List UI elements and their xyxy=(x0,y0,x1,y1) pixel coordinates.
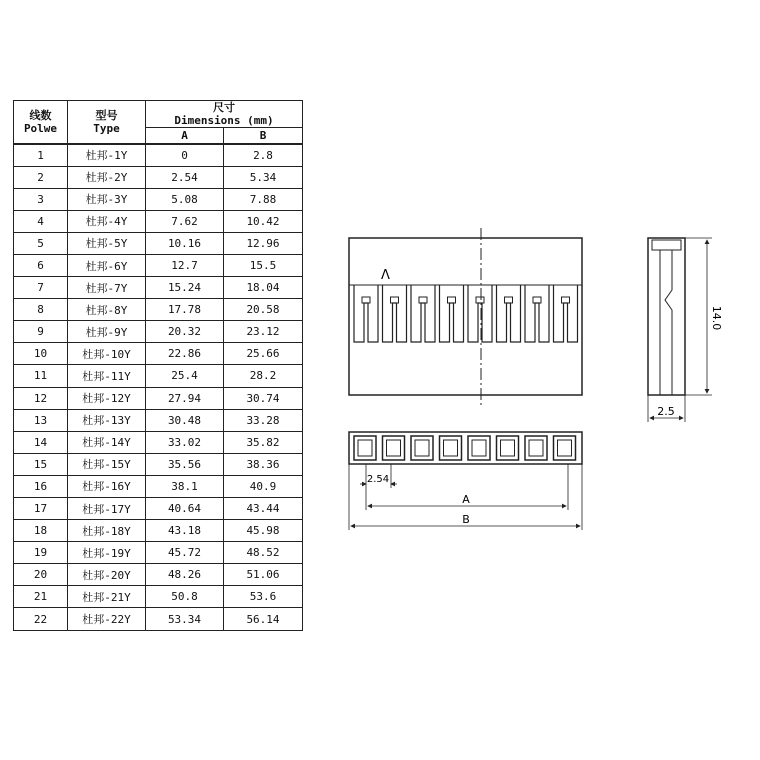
cell-dim-b: 10.42 xyxy=(224,210,303,232)
bottom-cavity-inner xyxy=(558,440,572,456)
dimension-a-label: A xyxy=(462,493,470,506)
front-slot-latch xyxy=(362,297,370,303)
front-slot xyxy=(354,285,378,342)
cell-poles: 1 xyxy=(14,144,68,167)
front-slot-latch xyxy=(533,297,541,303)
cell-type: 杜邦-17Y xyxy=(68,498,146,520)
cell-dim-a: 40.64 xyxy=(146,498,224,520)
side-view-contact xyxy=(660,250,672,395)
cell-dim-a: 12.7 xyxy=(146,254,224,276)
cell-type: 杜邦-11Y xyxy=(68,365,146,387)
front-slot xyxy=(440,285,464,342)
header-col-b: B xyxy=(224,128,303,144)
header-poles-en: Polwe xyxy=(23,121,58,135)
bottom-cavity-inner xyxy=(387,440,401,456)
cell-poles: 5 xyxy=(14,232,68,254)
cell-poles: 12 xyxy=(14,387,68,409)
cell-dim-b: 20.58 xyxy=(224,299,303,321)
cell-dim-b: 15.5 xyxy=(224,254,303,276)
cell-type: 杜邦-7Y xyxy=(68,277,146,299)
side-width-label: 2.5 xyxy=(657,405,675,418)
cell-dim-a: 38.1 xyxy=(146,475,224,497)
cell-poles: 7 xyxy=(14,277,68,299)
cell-dim-a: 45.72 xyxy=(146,542,224,564)
cell-dim-b: 51.06 xyxy=(224,564,303,586)
cell-dim-b: 23.12 xyxy=(224,321,303,343)
side-view-body xyxy=(648,238,685,395)
cell-dim-b: 56.14 xyxy=(224,608,303,630)
front-slot-latch xyxy=(562,297,570,303)
cell-poles: 6 xyxy=(14,254,68,276)
front-slot-latch xyxy=(419,297,427,303)
front-slot xyxy=(525,285,549,342)
front-slot-latch xyxy=(505,297,513,303)
cell-type: 杜邦-14Y xyxy=(68,431,146,453)
cell-dim-a: 30.48 xyxy=(146,409,224,431)
cell-dim-b: 43.44 xyxy=(224,498,303,520)
front-slot xyxy=(383,285,407,342)
cell-poles: 18 xyxy=(14,520,68,542)
cell-type: 杜邦-5Y xyxy=(68,232,146,254)
front-slot xyxy=(554,285,578,342)
bottom-view-cavities xyxy=(354,436,576,460)
cell-type: 杜邦-9Y xyxy=(68,321,146,343)
side-height-label: 14.0 xyxy=(710,305,723,331)
cell-dim-b: 25.66 xyxy=(224,343,303,365)
front-slot xyxy=(497,285,521,342)
cell-dim-b: 45.98 xyxy=(224,520,303,542)
cell-type: 杜邦-4Y xyxy=(68,210,146,232)
cell-poles: 3 xyxy=(14,188,68,210)
cell-dim-a: 27.94 xyxy=(146,387,224,409)
cell-poles: 16 xyxy=(14,475,68,497)
cell-poles: 19 xyxy=(14,542,68,564)
front-slot-latch xyxy=(448,297,456,303)
cell-type: 杜邦-19Y xyxy=(68,542,146,564)
cell-dim-b: 18.04 xyxy=(224,277,303,299)
cell-type: 杜邦-12Y xyxy=(68,387,146,409)
cell-poles: 13 xyxy=(14,409,68,431)
cell-type: 杜邦-3Y xyxy=(68,188,146,210)
cell-poles: 2 xyxy=(14,166,68,188)
cell-dim-b: 35.82 xyxy=(224,431,303,453)
cell-dim-a: 25.4 xyxy=(146,365,224,387)
cell-dim-a: 53.34 xyxy=(146,608,224,630)
cell-dim-a: 48.26 xyxy=(146,564,224,586)
bottom-cavity-inner xyxy=(501,440,515,456)
cell-dim-b: 53.6 xyxy=(224,586,303,608)
cell-poles: 22 xyxy=(14,608,68,630)
bottom-cavity-inner xyxy=(472,440,486,456)
cell-poles: 17 xyxy=(14,498,68,520)
cell-type: 杜邦-8Y xyxy=(68,299,146,321)
cell-dim-b: 33.28 xyxy=(224,409,303,431)
front-view xyxy=(349,228,582,405)
cell-type: 杜邦-18Y xyxy=(68,520,146,542)
cell-dim-a: 20.32 xyxy=(146,321,224,343)
side-view-top-slot xyxy=(652,240,681,250)
cell-type: 杜邦-13Y xyxy=(68,409,146,431)
cell-dim-a: 50.8 xyxy=(146,586,224,608)
cell-dim-a: 43.18 xyxy=(146,520,224,542)
header-col-a: A xyxy=(146,128,224,144)
cell-type: 杜邦-15Y xyxy=(68,453,146,475)
cell-poles: 20 xyxy=(14,564,68,586)
bottom-cavity-inner xyxy=(415,440,429,456)
cell-type: 杜邦-16Y xyxy=(68,475,146,497)
cell-type: 杜邦-20Y xyxy=(68,564,146,586)
cell-type: 杜邦-2Y xyxy=(68,166,146,188)
front-slot xyxy=(411,285,435,342)
side-view xyxy=(648,238,712,422)
cell-dim-a: 0 xyxy=(146,144,224,167)
cell-dim-b: 7.88 xyxy=(224,188,303,210)
bottom-cavity-inner xyxy=(529,440,543,456)
cell-dim-a: 2.54 xyxy=(146,166,224,188)
front-slot-latch xyxy=(391,297,399,303)
cell-dim-b: 28.2 xyxy=(224,365,303,387)
cell-dim-a: 5.08 xyxy=(146,188,224,210)
dimension-b-label: B xyxy=(462,513,470,526)
cell-dim-a: 35.56 xyxy=(146,453,224,475)
front-slot xyxy=(468,285,492,342)
header-type-en: Type xyxy=(93,121,120,135)
cell-dim-b: 38.36 xyxy=(224,453,303,475)
cell-poles: 11 xyxy=(14,365,68,387)
front-view-marker: Λ xyxy=(381,268,390,283)
front-slot-latch xyxy=(476,297,484,303)
bottom-cavity-inner xyxy=(444,440,458,456)
cell-dim-a: 33.02 xyxy=(146,431,224,453)
cell-poles: 21 xyxy=(14,586,68,608)
cell-dim-b: 30.74 xyxy=(224,387,303,409)
front-view-body xyxy=(349,238,582,395)
cell-poles: 10 xyxy=(14,343,68,365)
cell-dim-b: 48.52 xyxy=(224,542,303,564)
header-dimensions-cn: 尺寸 xyxy=(213,101,235,114)
cell-poles: 4 xyxy=(14,210,68,232)
cell-dim-a: 22.86 xyxy=(146,343,224,365)
header-dimensions-en: Dimensions (mm) xyxy=(174,114,274,127)
cell-dim-b: 5.34 xyxy=(224,166,303,188)
cell-type: 杜邦-1Y xyxy=(68,144,146,167)
cell-dim-b: 12.96 xyxy=(224,232,303,254)
cell-dim-a: 7.62 xyxy=(146,210,224,232)
cell-type: 杜邦-6Y xyxy=(68,254,146,276)
cell-dim-b: 2.8 xyxy=(224,144,303,167)
bottom-cavity-inner xyxy=(358,440,372,456)
cell-dim-a: 10.16 xyxy=(146,232,224,254)
cell-poles: 14 xyxy=(14,431,68,453)
front-view-slots xyxy=(354,285,578,342)
pitch-label: 2.54 xyxy=(366,474,390,485)
cell-dim-a: 15.24 xyxy=(146,277,224,299)
cell-dim-b: 40.9 xyxy=(224,475,303,497)
cell-type: 杜邦-22Y xyxy=(68,608,146,630)
cell-type: 杜邦-10Y xyxy=(68,343,146,365)
cell-poles: 8 xyxy=(14,299,68,321)
bottom-view xyxy=(349,432,582,464)
header-type-cn: 型号 xyxy=(95,108,118,122)
cell-dim-a: 17.78 xyxy=(146,299,224,321)
header-poles-cn: 线数 xyxy=(29,108,52,122)
cell-poles: 9 xyxy=(14,321,68,343)
cell-type: 杜邦-21Y xyxy=(68,586,146,608)
cell-poles: 15 xyxy=(14,453,68,475)
